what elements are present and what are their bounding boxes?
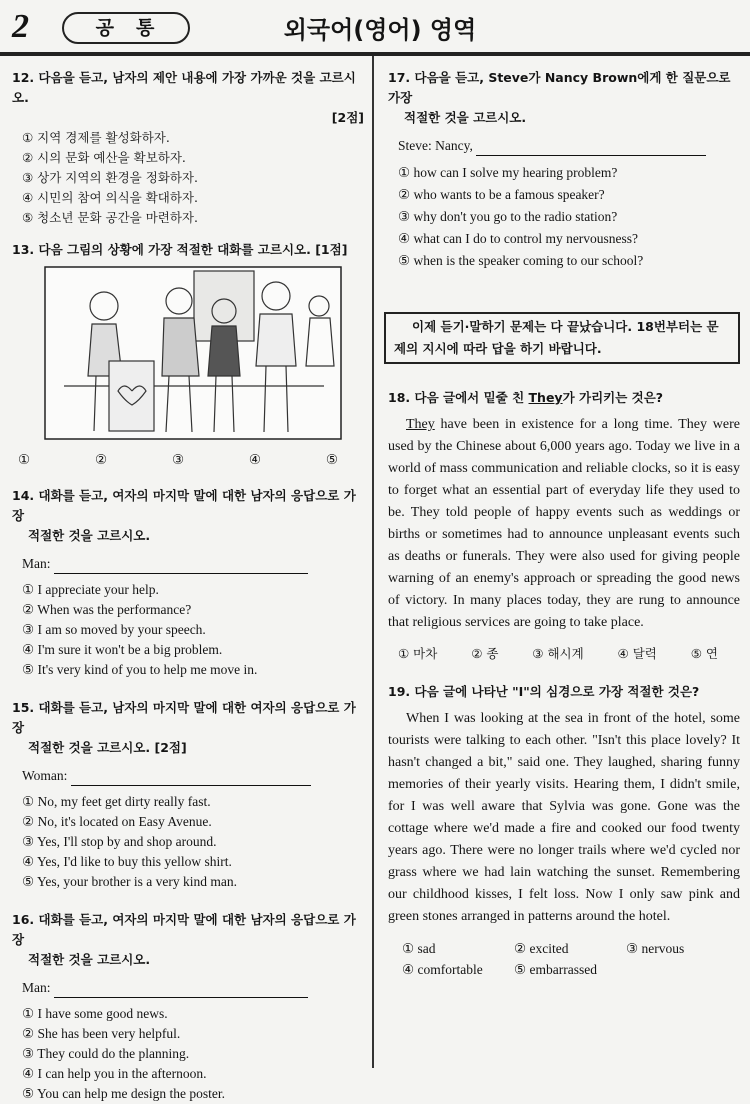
answer-blank	[71, 772, 311, 786]
question-19	[388, 682, 740, 980]
option[interactable]: ④ comfortable	[402, 962, 483, 977]
option[interactable]: ④	[248, 452, 262, 467]
q15-answer-line	[12, 766, 364, 786]
q18-passage-text: have been in existence for a long time. They were used by the Chinese about 6,000 years ago. Today we live in a world of mass communication and reliable clocks, so it is easy to forget what an essential part of everyday life they used to be. They told people of happy events such as weddings or births or sometimes had to announce unpleasant events such as deaths or funerals. They were also used for giving people warning of an enemy's approach or spreading the good news of victory. In many places today, they are rung to announce that religious services are going to take place.	[388, 417, 740, 630]
option[interactable]: ② excited	[514, 941, 569, 956]
section-badge: 공통	[62, 12, 190, 44]
question-17	[388, 68, 740, 272]
q17-title-line2: 적절한 것을 고르시오.	[404, 110, 527, 125]
option[interactable]: ①	[18, 452, 31, 467]
speaker-label: Steve: Nancy,	[398, 138, 473, 153]
answer-blank	[54, 984, 308, 998]
q18-title-text-end: 가 가리키는 것은?	[562, 390, 664, 405]
q15-title-line1: 15. 대화를 듣고, 남자의 마지막 말에 대한 여자의 응답으로 가장	[12, 700, 356, 735]
q14-title-line1: 14. 대화를 듣고, 여자의 마지막 말에 대한 남자의 응답으로 가장	[12, 488, 356, 523]
header-divider	[0, 52, 750, 56]
option[interactable]: ⑤ You can help me design the poster.	[22, 1086, 225, 1101]
question-15	[12, 698, 364, 892]
q16-title-line1: 16. 대화를 듣고, 여자의 마지막 말에 대한 남자의 응답으로 가장	[12, 912, 356, 947]
option[interactable]: ③ 상가 지역의 환경을 정화하자.	[22, 170, 198, 185]
q16-answer-line	[12, 978, 364, 998]
q13-illustration	[44, 266, 342, 440]
option[interactable]: ④ 달력	[617, 646, 657, 661]
option[interactable]: ⑤ It's very kind of you to help me move in.	[22, 662, 258, 677]
option[interactable]: ③ They could do the planning.	[22, 1046, 190, 1061]
q19-options	[388, 938, 740, 980]
option[interactable]: ④ I can help you in the afternoon.	[22, 1066, 207, 1081]
option[interactable]: ④ 시민의 참여 의식을 확대하자.	[22, 190, 198, 205]
q19-title: 19. 다음 글에 나타난 "I"의 심경으로 가장 적절한 것은?	[388, 684, 700, 699]
q18-passage-underlined: They	[406, 417, 435, 432]
answer-blank	[54, 560, 308, 574]
question-16	[12, 910, 364, 1104]
q17-options	[388, 162, 740, 272]
column-divider	[372, 56, 374, 1068]
q14-title	[12, 486, 364, 546]
option[interactable]: ③ 해시계	[532, 646, 584, 661]
option[interactable]: ② No, it's located on Easy Avenue.	[22, 814, 212, 829]
q18-passage	[388, 414, 740, 634]
question-14	[12, 486, 364, 680]
option[interactable]: ② She has been very helpful.	[22, 1026, 181, 1041]
left-column	[12, 68, 364, 1104]
option[interactable]: ③ I am so moved by your speech.	[22, 622, 206, 637]
option[interactable]: ⑤ 연	[690, 646, 718, 661]
q19-passage: When I was looking at the sea in front of the hotel, some tourists were talking to each other. "Isn't this place lovely? It hasn't changed a bit," said one. They laughed, sharing funny memories of their yearly visits. Hearing them, I didn't smile, for I was well aware that Sylvia was gone. Gone was the cottage where we'd made a fire and cooked our food twenty years ago. There were no longer trails where we'd cycled nor grass where we had lain watching the sunset. Remembering our childhood kisses, I felt loss. Now I only saw pink and green stones arranged in patterns around the hotel.	[388, 711, 740, 924]
q12-title: 12. 다음을 듣고, 남자의 제안 내용에 가장 가까운 것을 고르시오.	[12, 70, 356, 105]
page-title: 외국어(영어) 영역	[283, 16, 477, 44]
option[interactable]: ① I appreciate your help.	[22, 582, 159, 597]
q18-title-text: 18. 다음 글에서 밑줄 친	[388, 390, 529, 405]
option[interactable]: ② 종	[471, 646, 499, 661]
option[interactable]: ②	[94, 452, 108, 467]
q12-points: [2점]	[331, 110, 364, 125]
q14-options	[12, 580, 364, 680]
q13-title: 13. 다음 그림의 상황에 가장 적절한 대화를 고르시오. [1점]	[12, 242, 348, 257]
notice-box: 이제 듣기·말하기 문제는 다 끝났습니다. 18번부터는 문제의 지시에 따라 답을 하기 바랍니다.	[384, 312, 740, 364]
option[interactable]: ① sad	[402, 941, 436, 956]
option[interactable]: ① No, my feet get dirty really fast.	[22, 794, 211, 809]
q18-title	[388, 388, 740, 408]
option[interactable]: ① 지역 경제를 활성화하자.	[22, 130, 170, 145]
speaker-label: Man:	[22, 980, 51, 995]
option[interactable]: ③ Yes, I'll stop by and shop around.	[22, 834, 217, 849]
q17-title-line1: 17. 다음을 듣고, Steve가 Nancy Brown에게 한 질문으로 가장	[388, 70, 731, 105]
q15-title	[12, 698, 364, 758]
speaker-label: Man:	[22, 556, 51, 571]
q14-title-line2: 적절한 것을 고르시오.	[28, 528, 151, 543]
option[interactable]: ③	[171, 452, 185, 467]
option[interactable]: ② who wants to be a famous speaker?	[398, 187, 605, 202]
option[interactable]: ④ I'm sure it won't be a big problem.	[22, 642, 223, 657]
q15-title-line2: 적절한 것을 고르시오. [2점]	[28, 740, 187, 755]
right-column	[388, 68, 740, 980]
q15-options	[12, 792, 364, 892]
q18-options	[388, 644, 718, 664]
option[interactable]: ① I have some good news.	[22, 1006, 168, 1021]
option[interactable]: ⑤ embarrassed	[514, 962, 597, 977]
q12-options	[12, 128, 364, 228]
q17-title	[388, 68, 740, 128]
q14-answer-line	[12, 554, 364, 574]
question-12	[12, 68, 364, 228]
option[interactable]: ② When was the performance?	[22, 602, 192, 617]
page-number: 2	[12, 8, 29, 45]
question-18	[388, 388, 740, 664]
option[interactable]: ① how can I solve my hearing problem?	[398, 165, 618, 180]
answer-blank	[476, 142, 706, 156]
option[interactable]: ① 마차	[398, 646, 438, 661]
q16-title	[12, 910, 364, 970]
q18-title-underlined: They	[528, 390, 563, 405]
question-13	[12, 240, 364, 470]
option[interactable]: ③ nervous	[626, 941, 685, 956]
option[interactable]: ⑤ 청소년 문화 공간을 마련하자.	[22, 210, 198, 225]
option[interactable]: ⑤ when is the speaker coming to our school?	[398, 253, 644, 268]
option[interactable]: ② 시의 문화 예산을 확보하자.	[22, 150, 186, 165]
q16-options	[12, 1004, 364, 1104]
option[interactable]: ④ what can I do to control my nervousness?	[398, 231, 639, 246]
option[interactable]: ③ why don't you go to the radio station?	[398, 209, 618, 224]
option[interactable]: ⑤ Yes, your brother is a very kind man.	[22, 874, 237, 889]
option[interactable]: ⑤	[325, 452, 338, 467]
q17-answer-line	[388, 136, 740, 156]
speaker-label: Woman:	[22, 768, 68, 783]
option[interactable]: ④ Yes, I'd like to buy this yellow shirt.	[22, 854, 232, 869]
q13-options	[12, 450, 338, 470]
q16-title-line2: 적절한 것을 고르시오.	[28, 952, 151, 967]
